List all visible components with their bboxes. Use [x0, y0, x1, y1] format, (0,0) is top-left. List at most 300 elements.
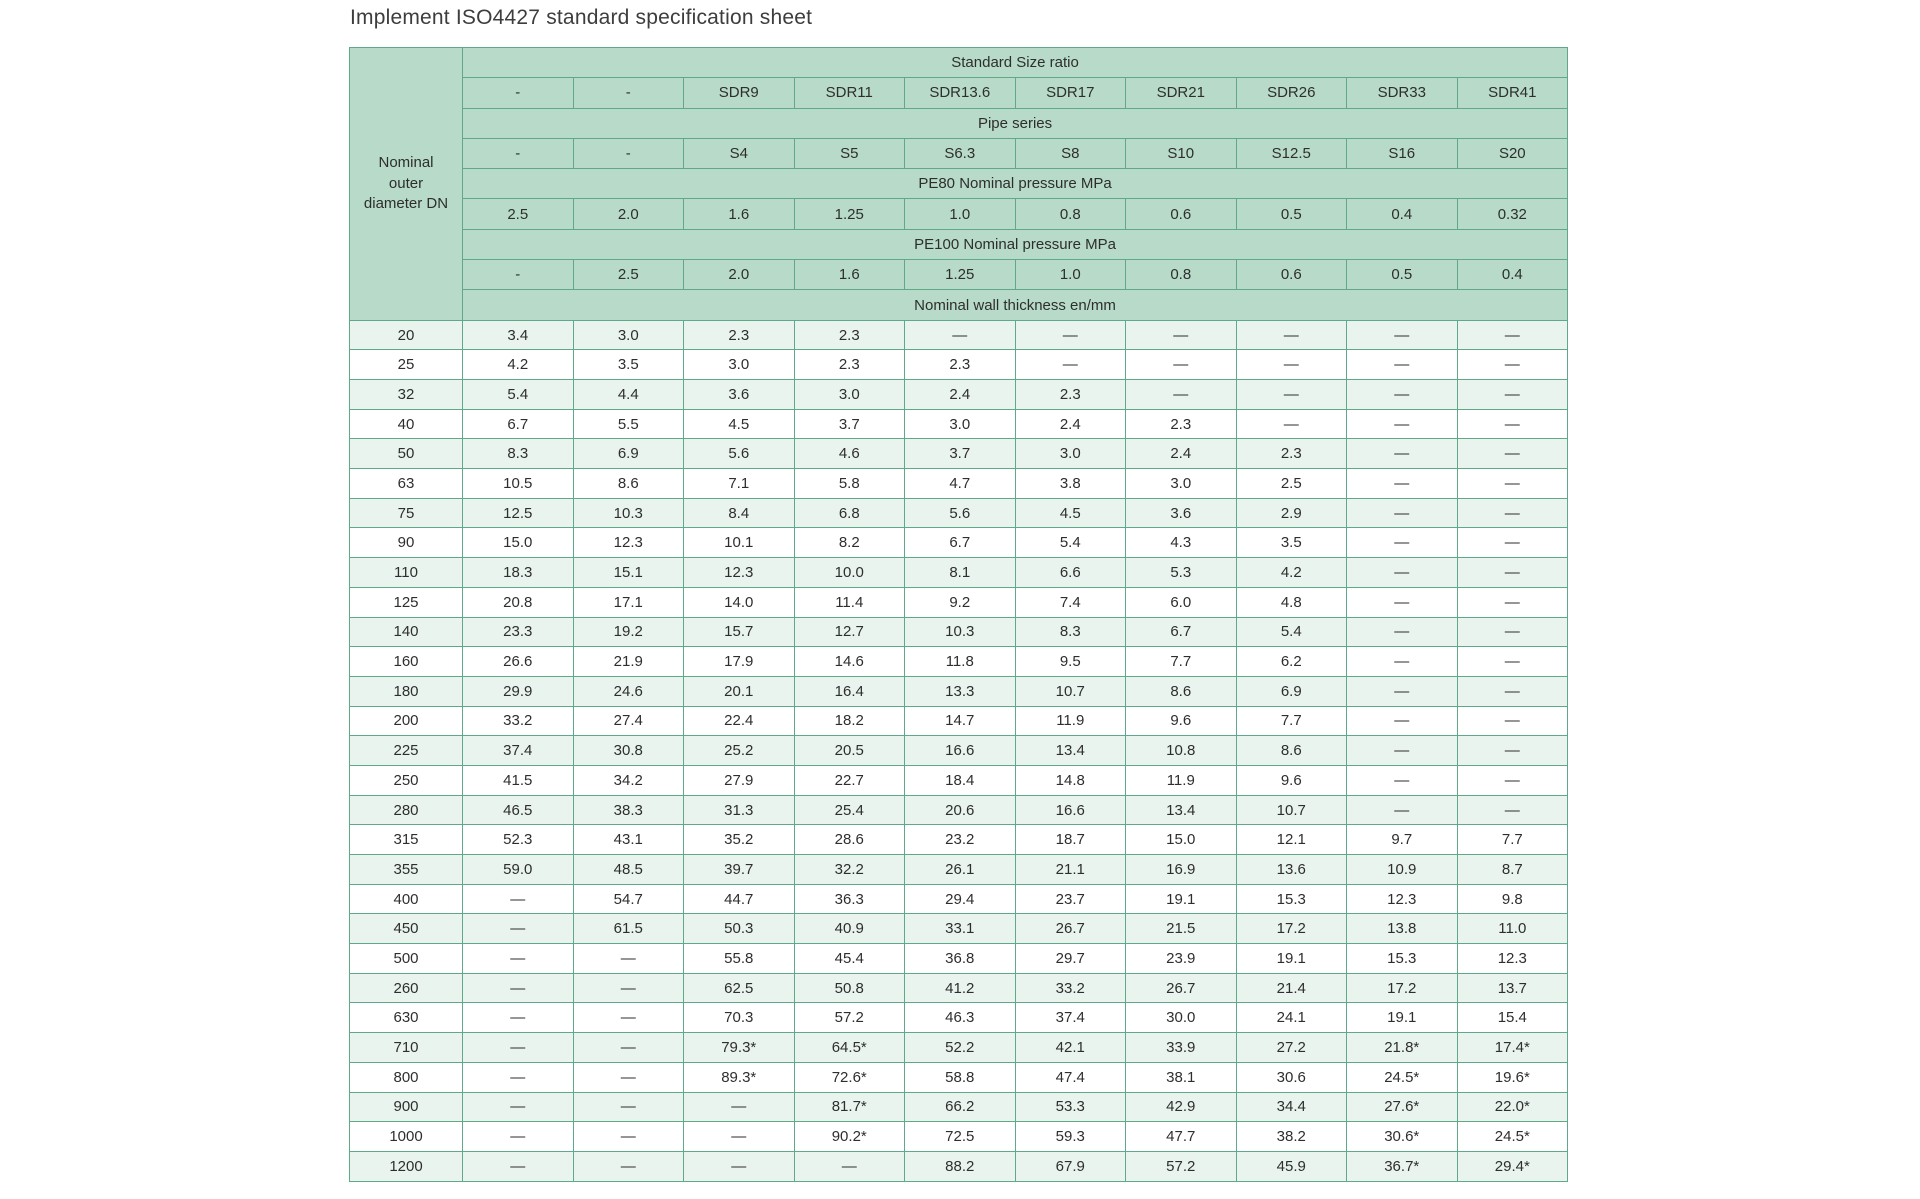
value-cell: 39.7	[684, 855, 795, 885]
value-cell: 15.7	[684, 617, 795, 647]
value-cell: 4.5	[1015, 498, 1126, 528]
value-cell: 53.3	[1015, 1092, 1126, 1122]
value-cell: 89.3*	[684, 1062, 795, 1092]
value-cell: 55.8	[684, 944, 795, 974]
dn-cell: 32	[350, 380, 463, 410]
header-cell: -	[463, 78, 574, 108]
value-cell: 2.4	[1015, 409, 1126, 439]
dn-cell: 200	[350, 706, 463, 736]
value-cell: 5.6	[684, 439, 795, 469]
header-cell: S6.3	[905, 138, 1016, 168]
value-cell: 4.2	[1236, 558, 1347, 588]
value-cell: 9.6	[1236, 765, 1347, 795]
header-row	[350, 138, 1568, 168]
value-cell: —	[1347, 528, 1458, 558]
value-cell: 47.7	[1126, 1122, 1237, 1152]
value-cell: 13.6	[1236, 855, 1347, 885]
value-cell: 5.5	[573, 409, 684, 439]
table-row	[350, 528, 1568, 558]
value-cell: 19.2	[573, 617, 684, 647]
value-cell: 5.4	[1015, 528, 1126, 558]
value-cell: 10.7	[1236, 795, 1347, 825]
value-cell: —	[1457, 795, 1568, 825]
header-cell: 0.8	[1015, 199, 1126, 229]
table-row	[350, 855, 1568, 885]
header-cell: 1.0	[905, 199, 1016, 229]
value-cell: 3.0	[1015, 439, 1126, 469]
value-cell: 36.3	[794, 884, 905, 914]
value-cell: —	[573, 1122, 684, 1152]
value-cell: 58.8	[905, 1062, 1016, 1092]
value-cell: 8.3	[463, 439, 574, 469]
dn-cell: 50	[350, 439, 463, 469]
value-cell: —	[1347, 380, 1458, 410]
dn-cell: 500	[350, 944, 463, 974]
header-cell: 2.0	[573, 199, 684, 229]
value-cell: 33.2	[463, 706, 574, 736]
value-cell: 7.1	[684, 469, 795, 499]
value-cell: 46.5	[463, 795, 574, 825]
value-cell: —	[1015, 320, 1126, 350]
value-cell: 52.3	[463, 825, 574, 855]
value-cell: 11.9	[1126, 765, 1237, 795]
dn-cell: 180	[350, 676, 463, 706]
header-cell: S10	[1126, 138, 1237, 168]
table-row	[350, 676, 1568, 706]
value-cell: —	[573, 944, 684, 974]
header-cell: SDR9	[684, 78, 795, 108]
value-cell: 38.1	[1126, 1062, 1237, 1092]
value-cell: 2.3	[905, 350, 1016, 380]
value-cell: 57.2	[1126, 1151, 1237, 1181]
value-cell: —	[463, 914, 574, 944]
value-cell: 34.2	[573, 765, 684, 795]
table-row	[350, 1151, 1568, 1181]
value-cell: —	[1347, 439, 1458, 469]
value-cell: 13.8	[1347, 914, 1458, 944]
header-cell: SDR13.6	[905, 78, 1016, 108]
value-cell: —	[1457, 320, 1568, 350]
value-cell: 32.2	[794, 855, 905, 885]
value-cell: 20.8	[463, 587, 574, 617]
value-cell: 21.4	[1236, 973, 1347, 1003]
header-cell: 0.8	[1126, 260, 1237, 290]
value-cell: 50.3	[684, 914, 795, 944]
value-cell: 5.6	[905, 498, 1016, 528]
value-cell: —	[1126, 320, 1237, 350]
value-cell: 20.1	[684, 676, 795, 706]
value-cell: —	[1236, 380, 1347, 410]
value-cell: —	[463, 973, 574, 1003]
value-cell: 23.3	[463, 617, 574, 647]
value-cell: 62.5	[684, 973, 795, 1003]
header-cell: SDR21	[1126, 78, 1237, 108]
value-cell: —	[463, 1092, 574, 1122]
value-cell: —	[794, 1151, 905, 1181]
value-cell: 29.7	[1015, 944, 1126, 974]
value-cell: —	[573, 973, 684, 1003]
value-cell: 70.3	[684, 1003, 795, 1033]
value-cell: 26.7	[1126, 973, 1237, 1003]
value-cell: 59.3	[1015, 1122, 1126, 1152]
value-cell: —	[1457, 498, 1568, 528]
value-cell: 3.0	[905, 409, 1016, 439]
dn-cell: 90	[350, 528, 463, 558]
value-cell: —	[573, 1151, 684, 1181]
value-cell: 27.2	[1236, 1033, 1347, 1063]
value-cell: —	[1347, 647, 1458, 677]
header-cell: S20	[1457, 138, 1568, 168]
value-cell: 43.1	[573, 825, 684, 855]
header-row	[350, 48, 1568, 78]
value-cell: 2.3	[684, 320, 795, 350]
header-row	[350, 229, 1568, 259]
value-cell: 9.8	[1457, 884, 1568, 914]
value-cell: 2.3	[794, 320, 905, 350]
value-cell: 19.1	[1347, 1003, 1458, 1033]
value-cell: —	[1347, 765, 1458, 795]
value-cell: 23.7	[1015, 884, 1126, 914]
header-band: PE100 Nominal pressure MPa	[463, 229, 1568, 259]
header-cell: 0.4	[1347, 199, 1458, 229]
value-cell: —	[1457, 469, 1568, 499]
dn-cell: 225	[350, 736, 463, 766]
value-cell: —	[1347, 498, 1458, 528]
value-cell: 16.6	[905, 736, 1016, 766]
value-cell: 19.1	[1126, 884, 1237, 914]
value-cell: —	[1347, 736, 1458, 766]
value-cell: 4.3	[1126, 528, 1237, 558]
dn-cell: 710	[350, 1033, 463, 1063]
value-cell: 3.6	[1126, 498, 1237, 528]
spec-table-body	[350, 48, 1568, 1182]
value-cell: 12.7	[794, 617, 905, 647]
value-cell: —	[1457, 736, 1568, 766]
value-cell: 6.0	[1126, 587, 1237, 617]
value-cell: 5.3	[1126, 558, 1237, 588]
value-cell: 30.6*	[1347, 1122, 1458, 1152]
value-cell: 79.3*	[684, 1033, 795, 1063]
dn-cell: 630	[350, 1003, 463, 1033]
value-cell: 3.6	[684, 380, 795, 410]
value-cell: 4.8	[1236, 587, 1347, 617]
value-cell: 8.4	[684, 498, 795, 528]
value-cell: 26.6	[463, 647, 574, 677]
value-cell: 15.3	[1347, 944, 1458, 974]
value-cell: —	[1457, 617, 1568, 647]
table-row	[350, 498, 1568, 528]
dn-cell: 900	[350, 1092, 463, 1122]
value-cell: 24.1	[1236, 1003, 1347, 1033]
value-cell: 37.4	[463, 736, 574, 766]
value-cell: 3.0	[684, 350, 795, 380]
value-cell: 27.6*	[1347, 1092, 1458, 1122]
value-cell: 54.7	[573, 884, 684, 914]
value-cell: —	[1457, 528, 1568, 558]
value-cell: 6.7	[1126, 617, 1237, 647]
table-row	[350, 647, 1568, 677]
value-cell: —	[1457, 676, 1568, 706]
value-cell: 38.3	[573, 795, 684, 825]
value-cell: 13.4	[1126, 795, 1237, 825]
value-cell: 2.4	[1126, 439, 1237, 469]
value-cell: 36.8	[905, 944, 1016, 974]
value-cell: 47.4	[1015, 1062, 1126, 1092]
value-cell: 15.4	[1457, 1003, 1568, 1033]
value-cell: 25.4	[794, 795, 905, 825]
value-cell: 48.5	[573, 855, 684, 885]
value-cell: 52.2	[905, 1033, 1016, 1063]
value-cell: 23.2	[905, 825, 1016, 855]
value-cell: 3.4	[463, 320, 574, 350]
value-cell: 10.7	[1015, 676, 1126, 706]
value-cell: 22.0*	[1457, 1092, 1568, 1122]
value-cell: 6.2	[1236, 647, 1347, 677]
header-cell: -	[573, 78, 684, 108]
value-cell: 7.7	[1457, 825, 1568, 855]
value-cell: 21.8*	[1347, 1033, 1458, 1063]
table-row	[350, 617, 1568, 647]
value-cell: —	[684, 1092, 795, 1122]
value-cell: —	[1347, 558, 1458, 588]
value-cell: 2.9	[1236, 498, 1347, 528]
table-row	[350, 736, 1568, 766]
value-cell: 33.1	[905, 914, 1016, 944]
value-cell: 42.1	[1015, 1033, 1126, 1063]
header-cell: 2.0	[684, 260, 795, 290]
header-cell: SDR11	[794, 78, 905, 108]
value-cell: 20.5	[794, 736, 905, 766]
value-cell: 12.3	[684, 558, 795, 588]
dn-cell: 1000	[350, 1122, 463, 1152]
value-cell: 26.1	[905, 855, 1016, 885]
value-cell: 15.0	[1126, 825, 1237, 855]
value-cell: —	[463, 884, 574, 914]
value-cell: 6.9	[573, 439, 684, 469]
value-cell: 3.0	[794, 380, 905, 410]
corner-label: Nominal outer diameter DN	[350, 48, 463, 321]
value-cell: 5.4	[1236, 617, 1347, 647]
value-cell: 23.9	[1126, 944, 1237, 974]
value-cell: 16.4	[794, 676, 905, 706]
header-row	[350, 108, 1568, 138]
value-cell: 7.7	[1126, 647, 1237, 677]
value-cell: 34.4	[1236, 1092, 1347, 1122]
header-row	[350, 169, 1568, 199]
header-cell: 0.5	[1347, 260, 1458, 290]
dn-cell: 800	[350, 1062, 463, 1092]
table-row	[350, 320, 1568, 350]
header-cell: 0.6	[1236, 260, 1347, 290]
value-cell: —	[1457, 706, 1568, 736]
value-cell: —	[1126, 350, 1237, 380]
value-cell: 11.8	[905, 647, 1016, 677]
value-cell: —	[684, 1122, 795, 1152]
value-cell: 27.4	[573, 706, 684, 736]
header-cell: S12.5	[1236, 138, 1347, 168]
value-cell: 10.3	[573, 498, 684, 528]
value-cell: 6.9	[1236, 676, 1347, 706]
value-cell: 11.0	[1457, 914, 1568, 944]
value-cell: 2.3	[1236, 439, 1347, 469]
value-cell: 16.9	[1126, 855, 1237, 885]
value-cell: 33.2	[1015, 973, 1126, 1003]
value-cell: 4.5	[684, 409, 795, 439]
value-cell: —	[1347, 795, 1458, 825]
value-cell: 3.5	[1236, 528, 1347, 558]
header-cell: SDR33	[1347, 78, 1458, 108]
dn-cell: 160	[350, 647, 463, 677]
value-cell: —	[1236, 350, 1347, 380]
value-cell: 35.2	[684, 825, 795, 855]
value-cell: —	[1347, 350, 1458, 380]
table-row	[350, 1033, 1568, 1063]
header-cell: SDR41	[1457, 78, 1568, 108]
value-cell: 6.8	[794, 498, 905, 528]
value-cell: 33.9	[1126, 1033, 1237, 1063]
value-cell: —	[1236, 409, 1347, 439]
value-cell: 7.4	[1015, 587, 1126, 617]
value-cell: 8.6	[573, 469, 684, 499]
value-cell: 17.4*	[1457, 1033, 1568, 1063]
page-title: Implement ISO4427 standard specification sheet	[350, 6, 813, 29]
table-row	[350, 973, 1568, 1003]
table-row	[350, 825, 1568, 855]
value-cell: —	[463, 1033, 574, 1063]
value-cell: —	[1457, 409, 1568, 439]
value-cell: 22.7	[794, 765, 905, 795]
value-cell: 45.4	[794, 944, 905, 974]
header-row	[350, 78, 1568, 108]
value-cell: 50.8	[794, 973, 905, 1003]
value-cell: —	[1347, 409, 1458, 439]
table-row	[350, 944, 1568, 974]
value-cell: —	[573, 1062, 684, 1092]
value-cell: —	[1347, 320, 1458, 350]
header-band: PE80 Nominal pressure MPa	[463, 169, 1568, 199]
value-cell: 41.5	[463, 765, 574, 795]
header-band: Pipe series	[463, 108, 1568, 138]
value-cell: —	[684, 1151, 795, 1181]
value-cell: 22.4	[684, 706, 795, 736]
table-row	[350, 884, 1568, 914]
value-cell: —	[1347, 617, 1458, 647]
value-cell: 24.5*	[1457, 1122, 1568, 1152]
value-cell: 59.0	[463, 855, 574, 885]
value-cell: 13.7	[1457, 973, 1568, 1003]
dn-cell: 315	[350, 825, 463, 855]
value-cell: —	[1457, 350, 1568, 380]
value-cell: 16.6	[1015, 795, 1126, 825]
header-band: Standard Size ratio	[463, 48, 1568, 78]
value-cell: 2.4	[905, 380, 1016, 410]
value-cell: 29.4*	[1457, 1151, 1568, 1181]
value-cell: 30.6	[1236, 1062, 1347, 1092]
value-cell: 8.2	[794, 528, 905, 558]
value-cell: —	[1457, 558, 1568, 588]
table-row	[350, 439, 1568, 469]
value-cell: 18.7	[1015, 825, 1126, 855]
value-cell: 67.9	[1015, 1151, 1126, 1181]
value-cell: 57.2	[794, 1003, 905, 1033]
value-cell: 9.7	[1347, 825, 1458, 855]
value-cell: 9.5	[1015, 647, 1126, 677]
dn-cell: 1200	[350, 1151, 463, 1181]
value-cell: 30.8	[573, 736, 684, 766]
value-cell: —	[463, 1003, 574, 1033]
value-cell: 72.6*	[794, 1062, 905, 1092]
value-cell: 8.3	[1015, 617, 1126, 647]
table-row	[350, 795, 1568, 825]
value-cell: —	[1457, 587, 1568, 617]
header-cell: 0.32	[1457, 199, 1568, 229]
value-cell: 13.3	[905, 676, 1016, 706]
table-row	[350, 914, 1568, 944]
value-cell: 24.6	[573, 676, 684, 706]
value-cell: 29.9	[463, 676, 574, 706]
value-cell: 64.5*	[794, 1033, 905, 1063]
value-cell: —	[463, 1151, 574, 1181]
spec-table	[349, 47, 1568, 1182]
value-cell: 88.2	[905, 1151, 1016, 1181]
dn-cell: 280	[350, 795, 463, 825]
value-cell: 6.7	[463, 409, 574, 439]
header-cell: S8	[1015, 138, 1126, 168]
value-cell: 3.8	[1015, 469, 1126, 499]
dn-cell: 63	[350, 469, 463, 499]
value-cell: 3.0	[1126, 469, 1237, 499]
value-cell: 11.9	[1015, 706, 1126, 736]
value-cell: 31.3	[684, 795, 795, 825]
value-cell: 19.6*	[1457, 1062, 1568, 1092]
dn-cell: 400	[350, 884, 463, 914]
header-cell: 1.6	[794, 260, 905, 290]
value-cell: —	[573, 1003, 684, 1033]
value-cell: 15.3	[1236, 884, 1347, 914]
value-cell: 3.5	[573, 350, 684, 380]
value-cell: 66.2	[905, 1092, 1016, 1122]
value-cell: 14.6	[794, 647, 905, 677]
value-cell: 24.5*	[1347, 1062, 1458, 1092]
value-cell: 42.9	[1126, 1092, 1237, 1122]
header-cell: 2.5	[573, 260, 684, 290]
value-cell: 10.8	[1126, 736, 1237, 766]
header-cell: S5	[794, 138, 905, 168]
value-cell: 18.3	[463, 558, 574, 588]
value-cell: 20.6	[905, 795, 1016, 825]
table-row	[350, 1062, 1568, 1092]
table-row	[350, 409, 1568, 439]
table-row	[350, 706, 1568, 736]
value-cell: 72.5	[905, 1122, 1016, 1152]
header-cell: -	[463, 138, 574, 168]
header-cell: -	[463, 260, 574, 290]
value-cell: 27.9	[684, 765, 795, 795]
value-cell: 21.1	[1015, 855, 1126, 885]
dn-cell: 450	[350, 914, 463, 944]
value-cell: 17.2	[1347, 973, 1458, 1003]
dn-cell: 25	[350, 350, 463, 380]
value-cell: —	[463, 1122, 574, 1152]
value-cell: 17.2	[1236, 914, 1347, 944]
value-cell: 2.3	[794, 350, 905, 380]
value-cell: 12.1	[1236, 825, 1347, 855]
value-cell: 9.6	[1126, 706, 1237, 736]
value-cell: 29.4	[905, 884, 1016, 914]
value-cell: 13.4	[1015, 736, 1126, 766]
value-cell: 7.7	[1236, 706, 1347, 736]
header-cell: S16	[1347, 138, 1458, 168]
